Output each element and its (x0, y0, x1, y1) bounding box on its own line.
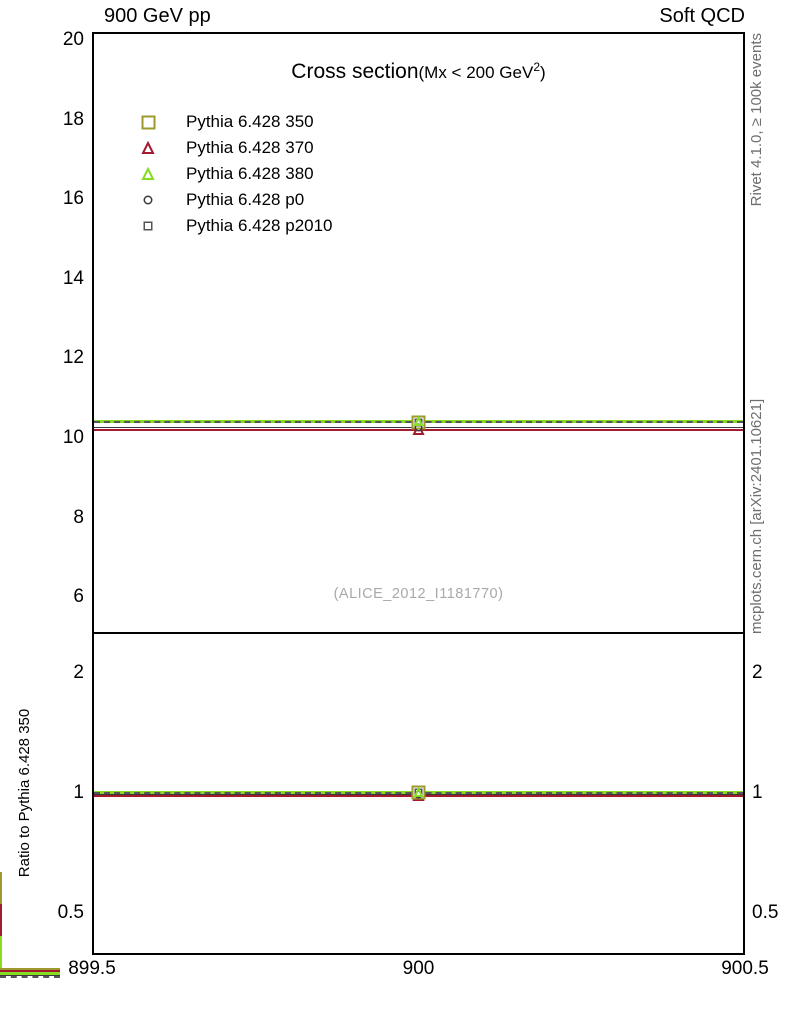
square-small-marker-glyph (143, 221, 153, 231)
tick-mark (0, 48, 2, 64)
tick-mark (0, 160, 2, 171)
ratio-tick-label-left: 2 (73, 661, 84, 683)
tick-mark (0, 471, 2, 482)
series-endcap-ratio (0, 896, 2, 904)
tick-mark (0, 616, 2, 632)
y-axis-tick-label: 20 (62, 28, 84, 50)
beam-energy-label: 900 GeV pp (104, 5, 211, 27)
tick-mark (0, 632, 2, 648)
tick-mark (0, 332, 2, 348)
legend-label: Pythia 6.428 370 (186, 138, 314, 157)
circle-marker-glyph (143, 195, 153, 205)
tick-mark (0, 182, 2, 193)
ratio-tick-label-left: 0.5 (57, 901, 84, 923)
plot-title-main: Cross section (291, 60, 419, 83)
series-endcap-ratio (0, 928, 2, 936)
ratio-tick-label-left: 1 (73, 781, 84, 803)
analysis-id-watermark: (ALICE_2012_I1181770) (333, 586, 504, 602)
tick-mark (0, 300, 2, 316)
series-endcap-main (0, 936, 2, 944)
series-endcap-main (0, 904, 2, 912)
tick-mark (0, 32, 2, 48)
plot-title-paren-close: ) (540, 63, 546, 82)
tick-mark (0, 600, 2, 616)
y-axis-tick-label: 16 (62, 188, 84, 210)
legend-marker (141, 167, 155, 181)
tick-mark (0, 460, 2, 471)
ratio-tick-label-right: 0.5 (752, 901, 779, 923)
triangle-marker-glyph (141, 167, 155, 181)
marker-380 (413, 787, 424, 798)
legend-marker (141, 115, 156, 130)
series-endcap-main (0, 912, 2, 920)
legend-label: Pythia 6.428 p0 (186, 190, 305, 209)
tick-mark (0, 16, 2, 32)
tick-mark (0, 316, 2, 332)
series-endcap-main (0, 872, 2, 880)
legend-marker (143, 195, 153, 205)
ratio-tick-label-right: 2 (752, 661, 763, 683)
tick-mark (0, 171, 2, 182)
plot-title-superscript: 2 (533, 60, 541, 74)
marker-380 (413, 416, 424, 427)
y-axis-tick-label: 18 (62, 108, 84, 130)
series-endcap-ratio (0, 888, 2, 896)
legend-label: Pythia 6.428 380 (186, 164, 314, 183)
y-axis-tick-label: 14 (62, 267, 84, 289)
y-axis-tick-label: 12 (62, 347, 84, 369)
legend-label: Pythia 6.428 350 (186, 112, 314, 131)
series-endcap-main (0, 880, 2, 888)
y-axis-tick-label: 6 (73, 586, 84, 608)
legend-marker (143, 221, 153, 231)
series-endcap-main (0, 944, 2, 952)
series-endcap-ratio (0, 952, 2, 960)
tick-mark (0, 348, 2, 364)
triangle-marker-glyph (413, 416, 424, 427)
legend-label: Pythia 6.428 p2010 (186, 216, 333, 235)
plot-title-paren: (Mx < 200 GeV (418, 63, 534, 82)
square-marker-glyph (141, 115, 156, 130)
tick-mark (0, 493, 2, 504)
mcplots-arxiv-note: mcplots.cern.ch [arXiv:2401.10621] (748, 398, 765, 634)
x-axis-tick-label: 899.5 (68, 958, 116, 979)
rivet-version-note: Rivet 4.1.0, ≥ 100k events (748, 33, 765, 207)
triangle-marker-glyph (141, 141, 155, 155)
ratio-axis-label: Ratio to Pythia 6.428 350 (16, 708, 33, 878)
tick-mark (0, 482, 2, 493)
tick-mark (0, 193, 2, 204)
series-endcap-ratio (0, 920, 2, 928)
y-axis-tick-label: 10 (62, 427, 84, 449)
tick-mark (0, 0, 2, 16)
x-axis-tick-label: 900.5 (721, 958, 769, 979)
y-axis-tick-label: 8 (73, 506, 84, 528)
tick-mark (0, 648, 2, 664)
triangle-marker-glyph (413, 787, 424, 798)
x-axis-tick-label: 900 (402, 958, 435, 979)
process-group-label: Soft QCD (659, 5, 745, 27)
legend-marker (141, 141, 155, 155)
series-endcap-ratio (0, 960, 2, 968)
ratio-tick-label-right: 1 (752, 781, 763, 803)
